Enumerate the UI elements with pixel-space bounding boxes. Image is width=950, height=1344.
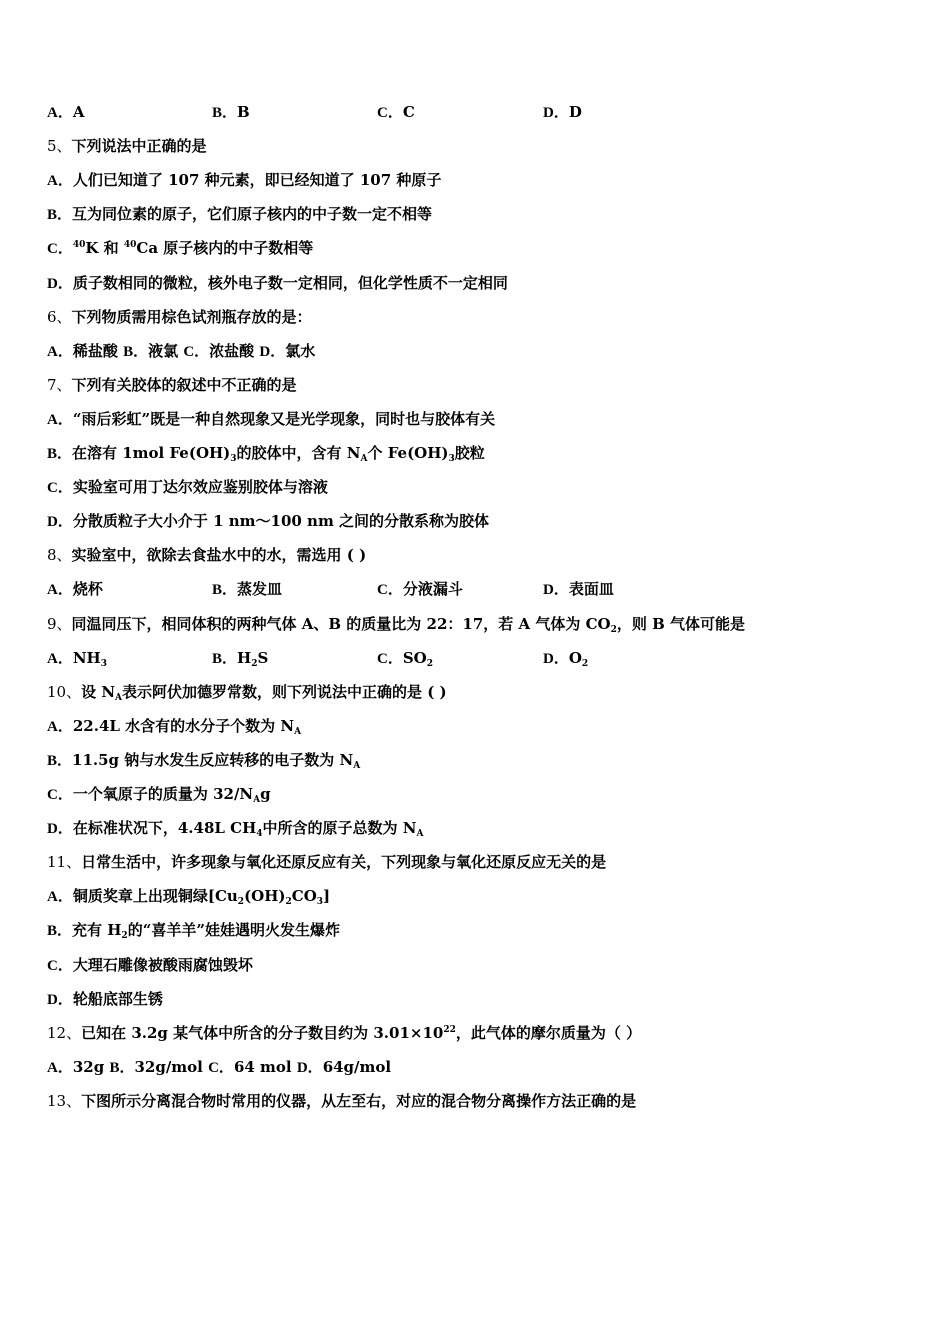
option-label: A． <box>47 173 73 190</box>
supscript-text: 40 <box>123 240 137 251</box>
question-number: 10、 <box>47 682 82 701</box>
text-segment: (OH) <box>244 887 286 906</box>
answer-options <box>47 748 360 772</box>
answer-options <box>47 918 340 942</box>
option-label: D． <box>543 582 569 599</box>
text-segment: 液氯 <box>148 341 184 360</box>
option-label: D． <box>296 1059 323 1076</box>
question-stem <box>47 134 207 158</box>
text-segment: 在标准状况下，4.48L CH <box>72 819 257 838</box>
subscript-text: A <box>115 692 123 703</box>
supscript-text: 40 <box>72 240 86 251</box>
subscript-text: 3 <box>316 897 324 908</box>
text-segment: 分液漏斗 <box>402 580 463 599</box>
subscript-text: A <box>353 760 361 771</box>
text-segment: 64g/mol <box>322 1057 392 1076</box>
question-number: 6、 <box>47 307 72 326</box>
option-label: A． <box>47 889 73 906</box>
option-label: B． <box>47 207 73 224</box>
answer-options <box>47 816 423 840</box>
answer-options <box>47 1055 391 1079</box>
text-segment: 64 mol <box>233 1057 297 1076</box>
subscript-text: 2 <box>237 897 245 908</box>
text-segment: 在溶有 1mol Fe(OH) <box>72 444 231 462</box>
text-segment: 中所含的原子总数为 N <box>262 819 417 838</box>
text-segment: 大理石雕像被酸雨腐蚀毁坏 <box>72 955 253 974</box>
question-stem <box>47 680 447 704</box>
option-label: B． <box>123 343 149 360</box>
text-segment: 充有 H <box>72 921 122 940</box>
answer-options <box>47 236 313 260</box>
text-segment: 下列物质需用棕色试剂瓶存放的是： <box>71 307 312 326</box>
option-label: B． <box>47 923 73 940</box>
option-label: D． <box>543 105 569 121</box>
option-choice <box>377 100 415 125</box>
option-label: D． <box>543 650 569 667</box>
answer-options <box>47 202 432 226</box>
text-segment: 实验室中，欲除去食盐水中的水，需选用 ( ) <box>71 546 367 565</box>
text-segment: 胶粒 <box>454 444 485 462</box>
question-stem <box>47 305 312 329</box>
subscript-text: 3 <box>100 658 107 669</box>
option-label: C． <box>183 343 210 360</box>
text-segment: 一个氧原子的质量为 32/N <box>72 785 254 803</box>
text-segment: CO <box>291 887 317 906</box>
text-segment: 人们已知道了 107 种元素，即已经知道了 107 种原子 <box>72 171 442 190</box>
text-segment: 实验室可用丁达尔效应鉴别胶体与溶液 <box>72 478 328 497</box>
text-segment: 22.4L 水含有的水分子个数为 N <box>72 716 295 735</box>
answer-options <box>47 168 441 192</box>
option-choice <box>377 577 463 602</box>
option-label: B． <box>109 1059 135 1076</box>
text-segment: ] <box>323 887 331 906</box>
option-choice <box>47 646 107 671</box>
subscript-text: A <box>253 795 261 805</box>
subscript-text: 2 <box>610 624 617 635</box>
text-segment: ，则 B 气体可能是 <box>616 614 745 633</box>
subscript-text: 2 <box>581 658 589 669</box>
question-stem <box>47 850 606 874</box>
question-stem <box>47 1021 641 1045</box>
option-choice <box>543 577 614 602</box>
text-segment: 表示阿伏加德罗常数，则下列说法中正确的是 ( ) <box>122 682 447 701</box>
text-segment: 32g/mol <box>134 1057 209 1076</box>
text-segment: Ca 原子核内的中子数相等 <box>136 239 314 258</box>
text-segment: O <box>568 648 582 667</box>
answer-options <box>47 271 508 295</box>
answer-options <box>47 714 301 738</box>
answer-options <box>47 509 489 533</box>
question-number: 8、 <box>47 546 72 565</box>
text-segment: 铜质奖章上出现铜绿[Cu <box>72 887 238 906</box>
text-segment: 下列有关胶体的叙述中不正确的是 <box>71 375 297 394</box>
option-label: B． <box>212 650 238 667</box>
subscript-text: 2 <box>285 897 292 908</box>
text-segment: 互为同位素的原子，它们原子核内的中子数一定不相等 <box>72 205 433 224</box>
subscript-text: 4 <box>256 829 263 840</box>
text-segment: A <box>72 103 85 121</box>
text-segment: 轮船底部生锈 <box>72 989 163 1008</box>
question-number: 7、 <box>47 375 72 394</box>
option-label: B． <box>212 582 238 599</box>
text-segment: 质子数相同的微粒，核外电子数一定相同，但化学性质不一定相同 <box>72 273 508 292</box>
option-label: A． <box>47 343 73 360</box>
option-choice <box>212 646 268 671</box>
option-label: D． <box>259 343 286 360</box>
subscript-text: A <box>360 454 368 464</box>
text-segment: “雨后彩虹”既是一种自然现象又是光学现象，同时也与胶体有关 <box>72 409 496 428</box>
text-segment: 设 N <box>81 682 116 701</box>
subscript-text: 3 <box>448 454 455 464</box>
answer-options <box>47 441 485 465</box>
option-label: D． <box>47 821 73 838</box>
subscript-text: A <box>416 829 424 840</box>
option-label: C． <box>47 957 73 974</box>
option-label: C． <box>47 787 73 803</box>
subscript-text: 2 <box>251 658 258 669</box>
option-label: C． <box>377 650 403 667</box>
option-label: B． <box>47 446 73 462</box>
text-segment: K 和 <box>85 239 124 258</box>
subscript-text: A <box>294 726 302 737</box>
text-segment: 32g <box>72 1057 110 1076</box>
option-choice <box>47 100 84 125</box>
option-choice <box>543 100 582 125</box>
option-label: A． <box>47 411 73 428</box>
text-segment: 浓盐酸 <box>209 341 260 360</box>
text-segment: 已知在 3.2g 某气体中所含的分子数目约为 3.01×10 <box>81 1023 444 1042</box>
option-choice <box>543 646 588 671</box>
option-label: D． <box>47 991 73 1008</box>
text-segment: 烧杯 <box>72 580 103 599</box>
question-stem <box>47 1089 636 1113</box>
text-segment: 表面皿 <box>568 580 614 599</box>
answer-options <box>47 475 328 499</box>
subscript-text: 3 <box>230 454 237 464</box>
text-segment: S <box>257 648 269 667</box>
option-choice <box>377 646 433 671</box>
text-segment: 11.5g 钠与水发生反应转移的电子数为 N <box>72 750 354 769</box>
text-segment: 氯水 <box>285 341 316 360</box>
option-label: A． <box>47 718 73 735</box>
answer-options <box>47 884 330 908</box>
text-segment: 日常生活中，许多现象与氧化还原反应有关，下列现象与氧化还原反应无关的是 <box>81 853 607 872</box>
text-segment: 个 Fe(OH) <box>367 444 449 462</box>
option-label: C． <box>377 105 403 121</box>
answer-options <box>47 782 271 806</box>
option-label: A． <box>47 582 73 599</box>
option-label: A． <box>47 1059 73 1076</box>
answer-options <box>47 339 315 363</box>
question-number: 13、 <box>47 1091 82 1110</box>
text-segment: 下列说法中正确的是 <box>71 137 207 156</box>
question-number: 11、 <box>47 853 82 872</box>
option-choice <box>212 100 250 125</box>
option-label: A． <box>47 105 73 121</box>
option-label: D． <box>47 514 73 531</box>
option-choice <box>47 577 103 602</box>
text-segment: 的胶体中，含有 N <box>236 444 361 462</box>
question-stem <box>47 373 297 397</box>
question-stem <box>47 612 745 636</box>
option-label: D． <box>47 275 73 292</box>
option-label: C． <box>208 1059 234 1076</box>
option-label: B． <box>47 752 73 769</box>
text-segment: B <box>237 103 250 121</box>
text-segment: 稀盐酸 <box>72 341 124 360</box>
text-segment: g <box>260 785 271 803</box>
text-segment: ，此气体的摩尔质量为（ ） <box>455 1023 642 1042</box>
question-number: 9、 <box>47 614 72 633</box>
option-choice <box>212 577 282 602</box>
text-segment: H <box>237 648 252 667</box>
option-label: C． <box>47 480 73 497</box>
answer-options <box>47 407 495 431</box>
text-segment: 同温同压下，相同体积的两种气体 A、B 的质量比为 22：17，若 A 气体为 CO <box>71 614 611 633</box>
text-segment: 分散质粒子大小介于 1 nm～100 nm 之间的分散系称为胶体 <box>72 512 490 531</box>
option-label: C． <box>47 241 73 258</box>
question-number: 12、 <box>47 1023 82 1042</box>
supscript-text: 22 <box>443 1024 456 1035</box>
answer-options <box>47 953 253 977</box>
option-label: C． <box>377 582 403 599</box>
subscript-text: 2 <box>121 931 128 942</box>
option-label: B． <box>212 105 238 121</box>
text-segment: SO <box>402 648 427 667</box>
text-segment: 下图所示分离混合物时常用的仪器，从左至右，对应的混合物分离操作方法正确的是 <box>81 1091 637 1110</box>
option-label: A． <box>47 650 73 667</box>
text-segment: 的“喜羊羊”娃娃遇明火发生爆炸 <box>127 921 340 940</box>
text-segment: NH <box>72 648 101 667</box>
question-stem <box>47 543 366 567</box>
answer-options <box>47 987 163 1011</box>
text-segment: C <box>402 103 415 121</box>
text-segment: D <box>568 103 582 121</box>
question-number: 5、 <box>47 137 72 156</box>
subscript-text: 2 <box>426 658 434 669</box>
text-segment: 蒸发皿 <box>237 580 283 599</box>
